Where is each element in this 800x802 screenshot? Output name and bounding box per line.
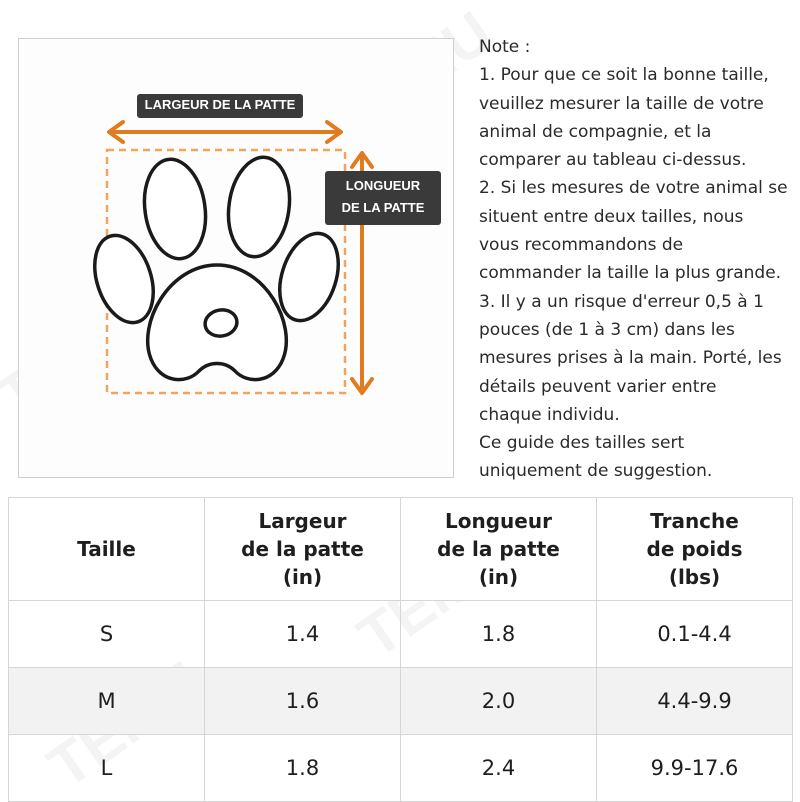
- cell-paw-width: 1.6: [205, 668, 401, 735]
- header-size: [9, 498, 205, 601]
- header-paw-width-line1: Largeur: [258, 509, 347, 533]
- header-paw-length-line1: Longueur: [445, 509, 552, 533]
- cell-weight-range: 4.4-9.9: [597, 668, 793, 735]
- header-paw-width: [205, 498, 401, 601]
- cell-paw-width: 1.4: [205, 601, 401, 668]
- note-line: Ce guide des tailles sert: [479, 433, 685, 454]
- header-weight-line2: de poids: [646, 537, 743, 561]
- header-size-line1: Taille: [77, 537, 136, 561]
- cell-paw-length: 1.8: [401, 601, 597, 668]
- note-line: 2. Si les mesures de votre animal se: [479, 178, 788, 199]
- header-weight-line3: (lbs): [668, 565, 721, 589]
- note-line: mesures prises à la main. Porté, les: [479, 348, 782, 369]
- length-label-line1: LONGUEUR: [345, 178, 421, 193]
- header-paw-width-line3: (in): [282, 565, 323, 589]
- paw-print-icon: [84, 153, 348, 379]
- cell-paw-width: 1.8: [205, 735, 401, 802]
- note-line: 3. Il y a un risque d'erreur 0,5 à 1: [479, 291, 764, 312]
- note-line: situent entre deux tailles, nous: [479, 206, 744, 227]
- length-label-line2: DE LA PATTE: [341, 200, 425, 215]
- note-line: commander la taille la plus grande.: [479, 263, 782, 284]
- header-paw-width-line2: de la patte: [241, 537, 364, 561]
- note-line: 1. Pour que ce soit la bonne taille,: [479, 65, 769, 86]
- cell-size: S: [9, 601, 205, 668]
- width-arrow-icon: [109, 122, 341, 142]
- header-paw-length-line2: de la patte: [437, 537, 560, 561]
- header-weight-range: [597, 498, 793, 601]
- note-line: détails peuvent varier entre: [479, 376, 717, 397]
- table-header-row: [9, 498, 793, 601]
- note-line: veuillez mesurer la taille de votre: [479, 93, 764, 114]
- cell-weight-range: 0.1-4.4: [597, 601, 793, 668]
- note-line: vous recommandons de: [479, 235, 684, 256]
- note-line: animal de compagnie, et la: [479, 121, 712, 142]
- size-chart-table: [8, 497, 793, 802]
- table-row: [9, 601, 793, 668]
- cell-size: L: [9, 735, 205, 802]
- length-label: [325, 171, 441, 225]
- header-paw-length-line3: (in): [478, 565, 519, 589]
- note-line: comparer au tableau ci-dessus.: [479, 150, 747, 171]
- cell-paw-length: 2.0: [401, 668, 597, 735]
- width-label: LARGEUR DE LA PATTE: [137, 94, 303, 118]
- header-paw-length: [401, 498, 597, 601]
- cell-size: M: [9, 668, 205, 735]
- header-weight-line1: Tranche: [650, 509, 739, 533]
- table-row: [9, 668, 793, 735]
- table-row: [9, 735, 793, 802]
- paw-measurement-diagram: [18, 38, 454, 478]
- cell-paw-length: 2.4: [401, 735, 597, 802]
- note-line: pouces (de 1 à 3 cm) dans les: [479, 319, 735, 340]
- note-line: Note :: [479, 37, 531, 57]
- note-line: uniquement de suggestion.: [479, 461, 713, 482]
- cell-weight-range: 9.9-17.6: [597, 735, 793, 802]
- notes-text: [479, 33, 799, 486]
- note-line: chaque individu.: [479, 404, 620, 425]
